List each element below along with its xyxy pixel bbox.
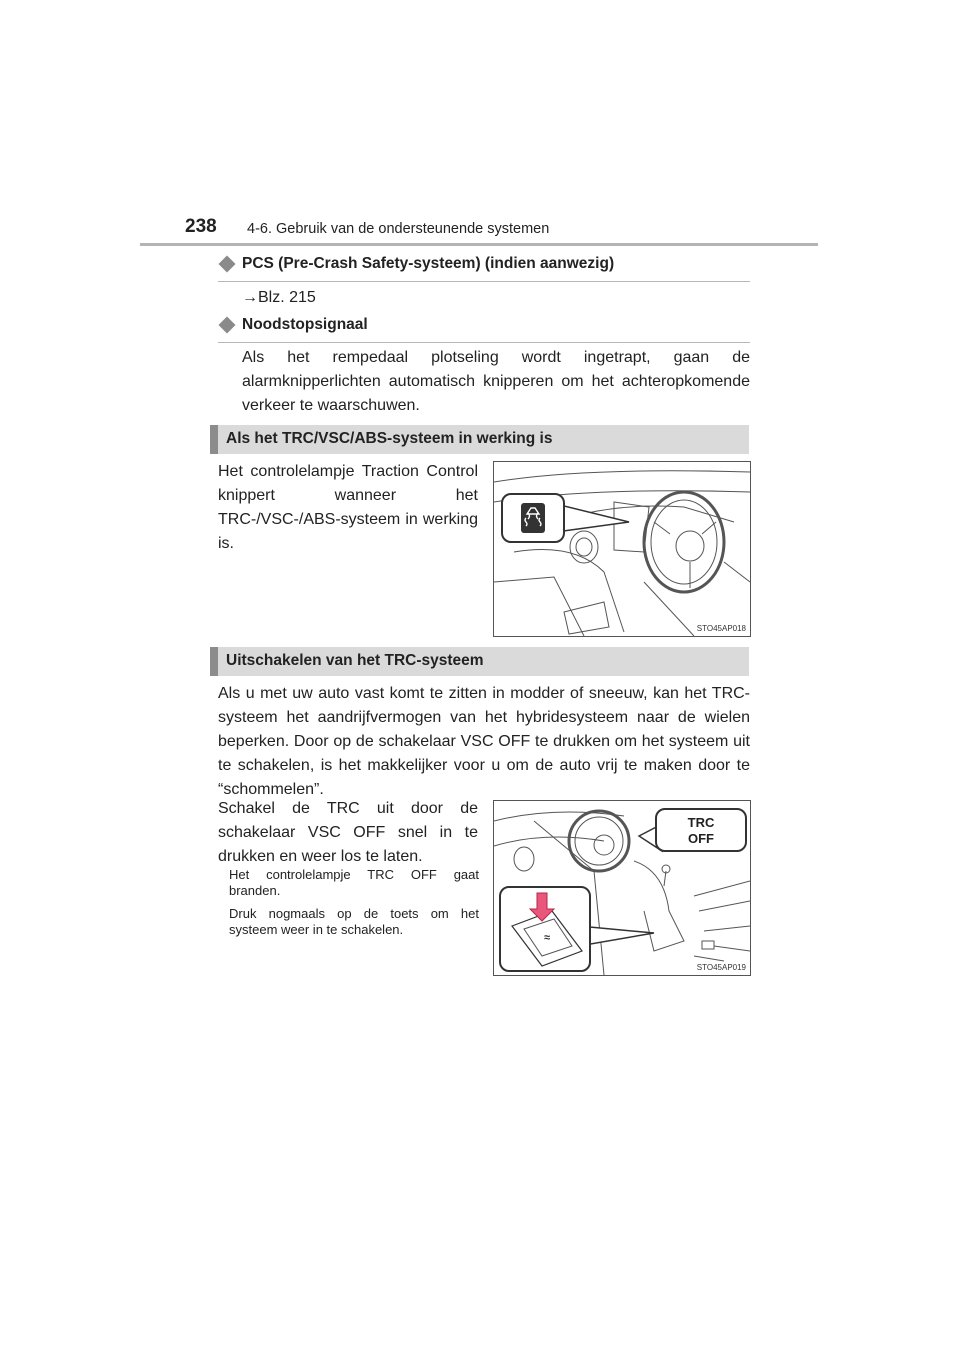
figure-code: STO45AP018 (696, 624, 746, 633)
trc-active-text: Het controlelampje Traction Control knippert wanneer het TRC-/VSC-/ABS-systeem in werking is. (218, 463, 478, 552)
section-heading-trc-active (210, 425, 749, 454)
emergency-signal-subheading (218, 316, 750, 343)
trc-off-instruction-text: Schakel de TRC uit door de schakelaar VSC OFF snel in te drukken en weer los te laten. (218, 800, 478, 865)
header-rule (140, 243, 818, 246)
callout-off-label: OFF (688, 831, 714, 846)
pcs-page-reference[interactable]: →Blz. 215 (242, 289, 316, 306)
page-number: 238 (185, 216, 217, 237)
diamond-bullet-icon (219, 317, 236, 334)
pcs-subheading (218, 255, 750, 282)
dashboard-drawing (494, 462, 750, 636)
emergency-signal-heading-text: Noodstopsignaal (242, 316, 368, 333)
section-heading-text: Als het TRC/VSC/ABS-systeem in werking is (226, 430, 553, 447)
trc-off-note-1: Het controlelampje TRC OFF gaat branden. (229, 867, 479, 898)
console-drawing (494, 801, 750, 975)
dashboard-illustration-1 (493, 461, 751, 637)
section-heading-text: Uitschakelen van het TRC-systeem (226, 652, 484, 669)
dashboard-illustration-2 (493, 800, 751, 976)
chapter-title: 4-6. Gebruik van de ondersteunende systemen (247, 221, 550, 237)
figure-code: STO45AP019 (696, 963, 746, 972)
svg-text:≈: ≈ (544, 932, 551, 944)
trc-off-note-2: Druk nogmaals op de toets om het systeem weer in te schakelen. (229, 906, 479, 937)
emergency-signal-text: Als het rempedaal plotseling wordt ingetrapt, gaan de alarmknipperlichten automatisch knipperen om het achteropkomende verkeer te waarschuwen. (242, 349, 750, 414)
section-heading-trc-off (210, 647, 749, 676)
diamond-bullet-icon (219, 256, 236, 273)
pcs-heading-text: PCS (Pre-Crash Safety-systeem) (indien aanwezig) (242, 255, 615, 272)
trc-off-intro-text: Als u met uw auto vast komt te zitten in modder of sneeuw, kan het TRC-systeem het aandrijfvermogen van het hybridesysteem naar de wielen beperken. Door op de schakelaar VSC OFF te drukken om het systeem uit te schakelen, is het makkelijker voor u om de auto vrij te maken door te “schommelen”. (218, 685, 750, 798)
callout-trc-label: TRC (687, 815, 715, 830)
